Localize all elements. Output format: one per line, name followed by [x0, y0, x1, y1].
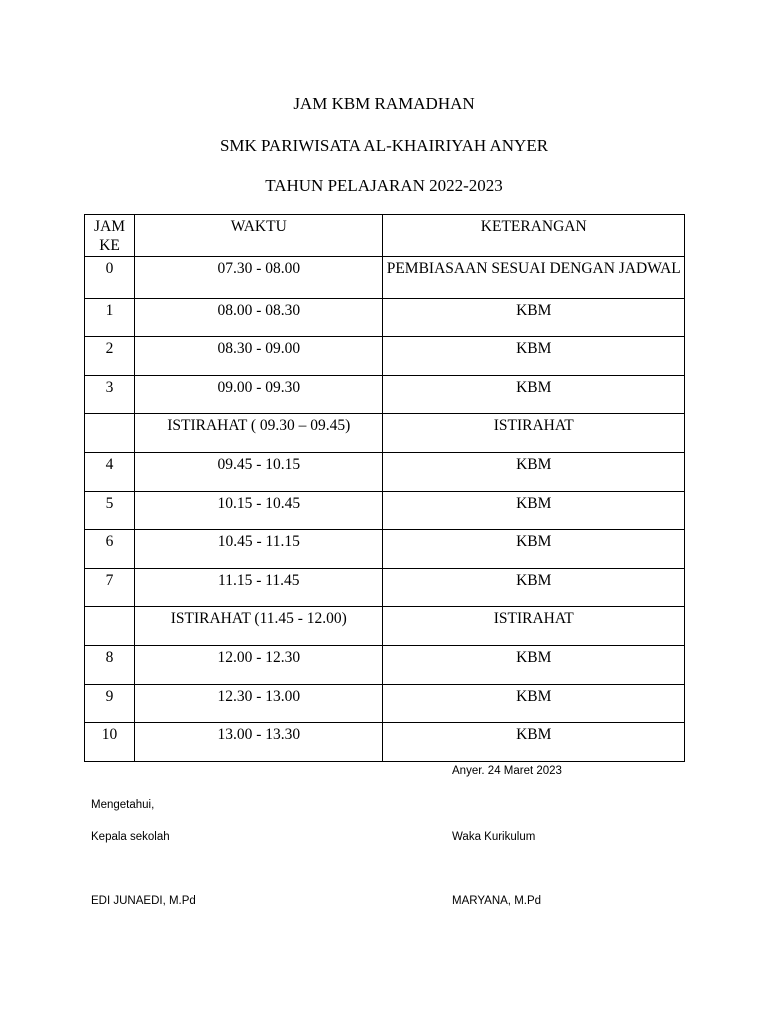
cell-keterangan: KBM — [383, 492, 685, 530]
academic-year: TAHUN PELAJARAN 2022-2023 — [265, 176, 503, 195]
cell-waktu: 10.15 - 10.45 — [135, 492, 383, 530]
principal-name: EDI JUNAEDI, M.Pd — [91, 895, 196, 907]
table-row — [85, 569, 685, 607]
table-row — [85, 414, 685, 453]
cell-waktu: 09.00 - 09.30 — [135, 376, 383, 414]
cell-jam-ke: 10 — [85, 723, 135, 762]
curriculum-role: Waka Kurikulum — [452, 831, 536, 843]
cell-jam-ke: 6 — [85, 530, 135, 569]
cell-waktu: 08.00 - 08.30 — [135, 299, 383, 337]
cell-waktu: 13.00 - 13.30 — [135, 723, 383, 762]
cell-waktu: ISTIRAHAT ( 09.30 – 09.45) — [135, 414, 383, 453]
cell-keterangan: KBM — [383, 299, 685, 337]
cell-keterangan: KBM — [383, 376, 685, 414]
cell-keterangan: KBM — [383, 646, 685, 685]
place-date: Anyer. 24 Maret 2023 — [452, 765, 562, 777]
acknowledged-label: Mengetahui, — [91, 799, 155, 811]
table-row — [85, 530, 685, 569]
cell-waktu: 10.45 - 11.15 — [135, 530, 383, 569]
cell-keterangan: ISTIRAHAT — [383, 414, 685, 453]
cell-jam-ke: 3 — [85, 376, 135, 414]
cell-keterangan: ISTIRAHAT — [383, 607, 685, 646]
cell-keterangan: KBM — [383, 337, 685, 376]
table-row — [85, 337, 685, 376]
cell-waktu: 09.45 - 10.15 — [135, 453, 383, 492]
cell-jam-ke: 5 — [85, 492, 135, 530]
column-header-waktu: WAKTU — [135, 215, 383, 257]
column-header-jam-ke: JAM KE — [85, 215, 135, 257]
schedule-table — [84, 214, 685, 762]
table-row — [85, 492, 685, 530]
school-name: SMK PARIWISATA AL-KHAIRIYAH ANYER — [219, 136, 549, 155]
document-title: JAM KBM RAMADHAN — [293, 94, 475, 113]
cell-jam-ke: 0 — [85, 257, 135, 299]
cell-keterangan: KBM — [383, 723, 685, 762]
cell-keterangan: KBM — [383, 530, 685, 569]
cell-jam-ke: 1 — [85, 299, 135, 337]
curriculum-name: MARYANA, M.Pd — [452, 895, 542, 907]
cell-keterangan: KBM — [383, 569, 685, 607]
cell-waktu: 07.30 - 08.00 — [135, 257, 383, 299]
cell-waktu: ISTIRAHAT (11.45 - 12.00) — [135, 607, 383, 646]
cell-waktu: 11.15 - 11.45 — [135, 569, 383, 607]
cell-jam-ke: 8 — [85, 646, 135, 685]
cell-jam-ke: 9 — [85, 685, 135, 723]
table-row — [85, 685, 685, 723]
table-row — [85, 646, 685, 685]
table-row — [85, 257, 685, 299]
column-header-keterangan: KETERANGAN — [383, 215, 685, 257]
cell-waktu: 12.00 - 12.30 — [135, 646, 383, 685]
table-header-row — [85, 215, 685, 257]
cell-keterangan: KBM — [383, 453, 685, 492]
cell-jam-ke: 4 — [85, 453, 135, 492]
cell-waktu: 08.30 - 09.00 — [135, 337, 383, 376]
cell-jam-ke: 7 — [85, 569, 135, 607]
table-row — [85, 376, 685, 414]
cell-waktu: 12.30 - 13.00 — [135, 685, 383, 723]
cell-jam-ke — [85, 607, 135, 646]
principal-role: Kepala sekolah — [91, 831, 170, 843]
table-row — [85, 453, 685, 492]
table-row — [85, 299, 685, 337]
cell-jam-ke — [85, 414, 135, 453]
cell-jam-ke: 2 — [85, 337, 135, 376]
cell-keterangan: PEMBIASAAN SESUAI DENGAN JADWAL — [383, 257, 685, 299]
table-row — [85, 607, 685, 646]
table-row — [85, 723, 685, 762]
cell-keterangan: KBM — [383, 685, 685, 723]
